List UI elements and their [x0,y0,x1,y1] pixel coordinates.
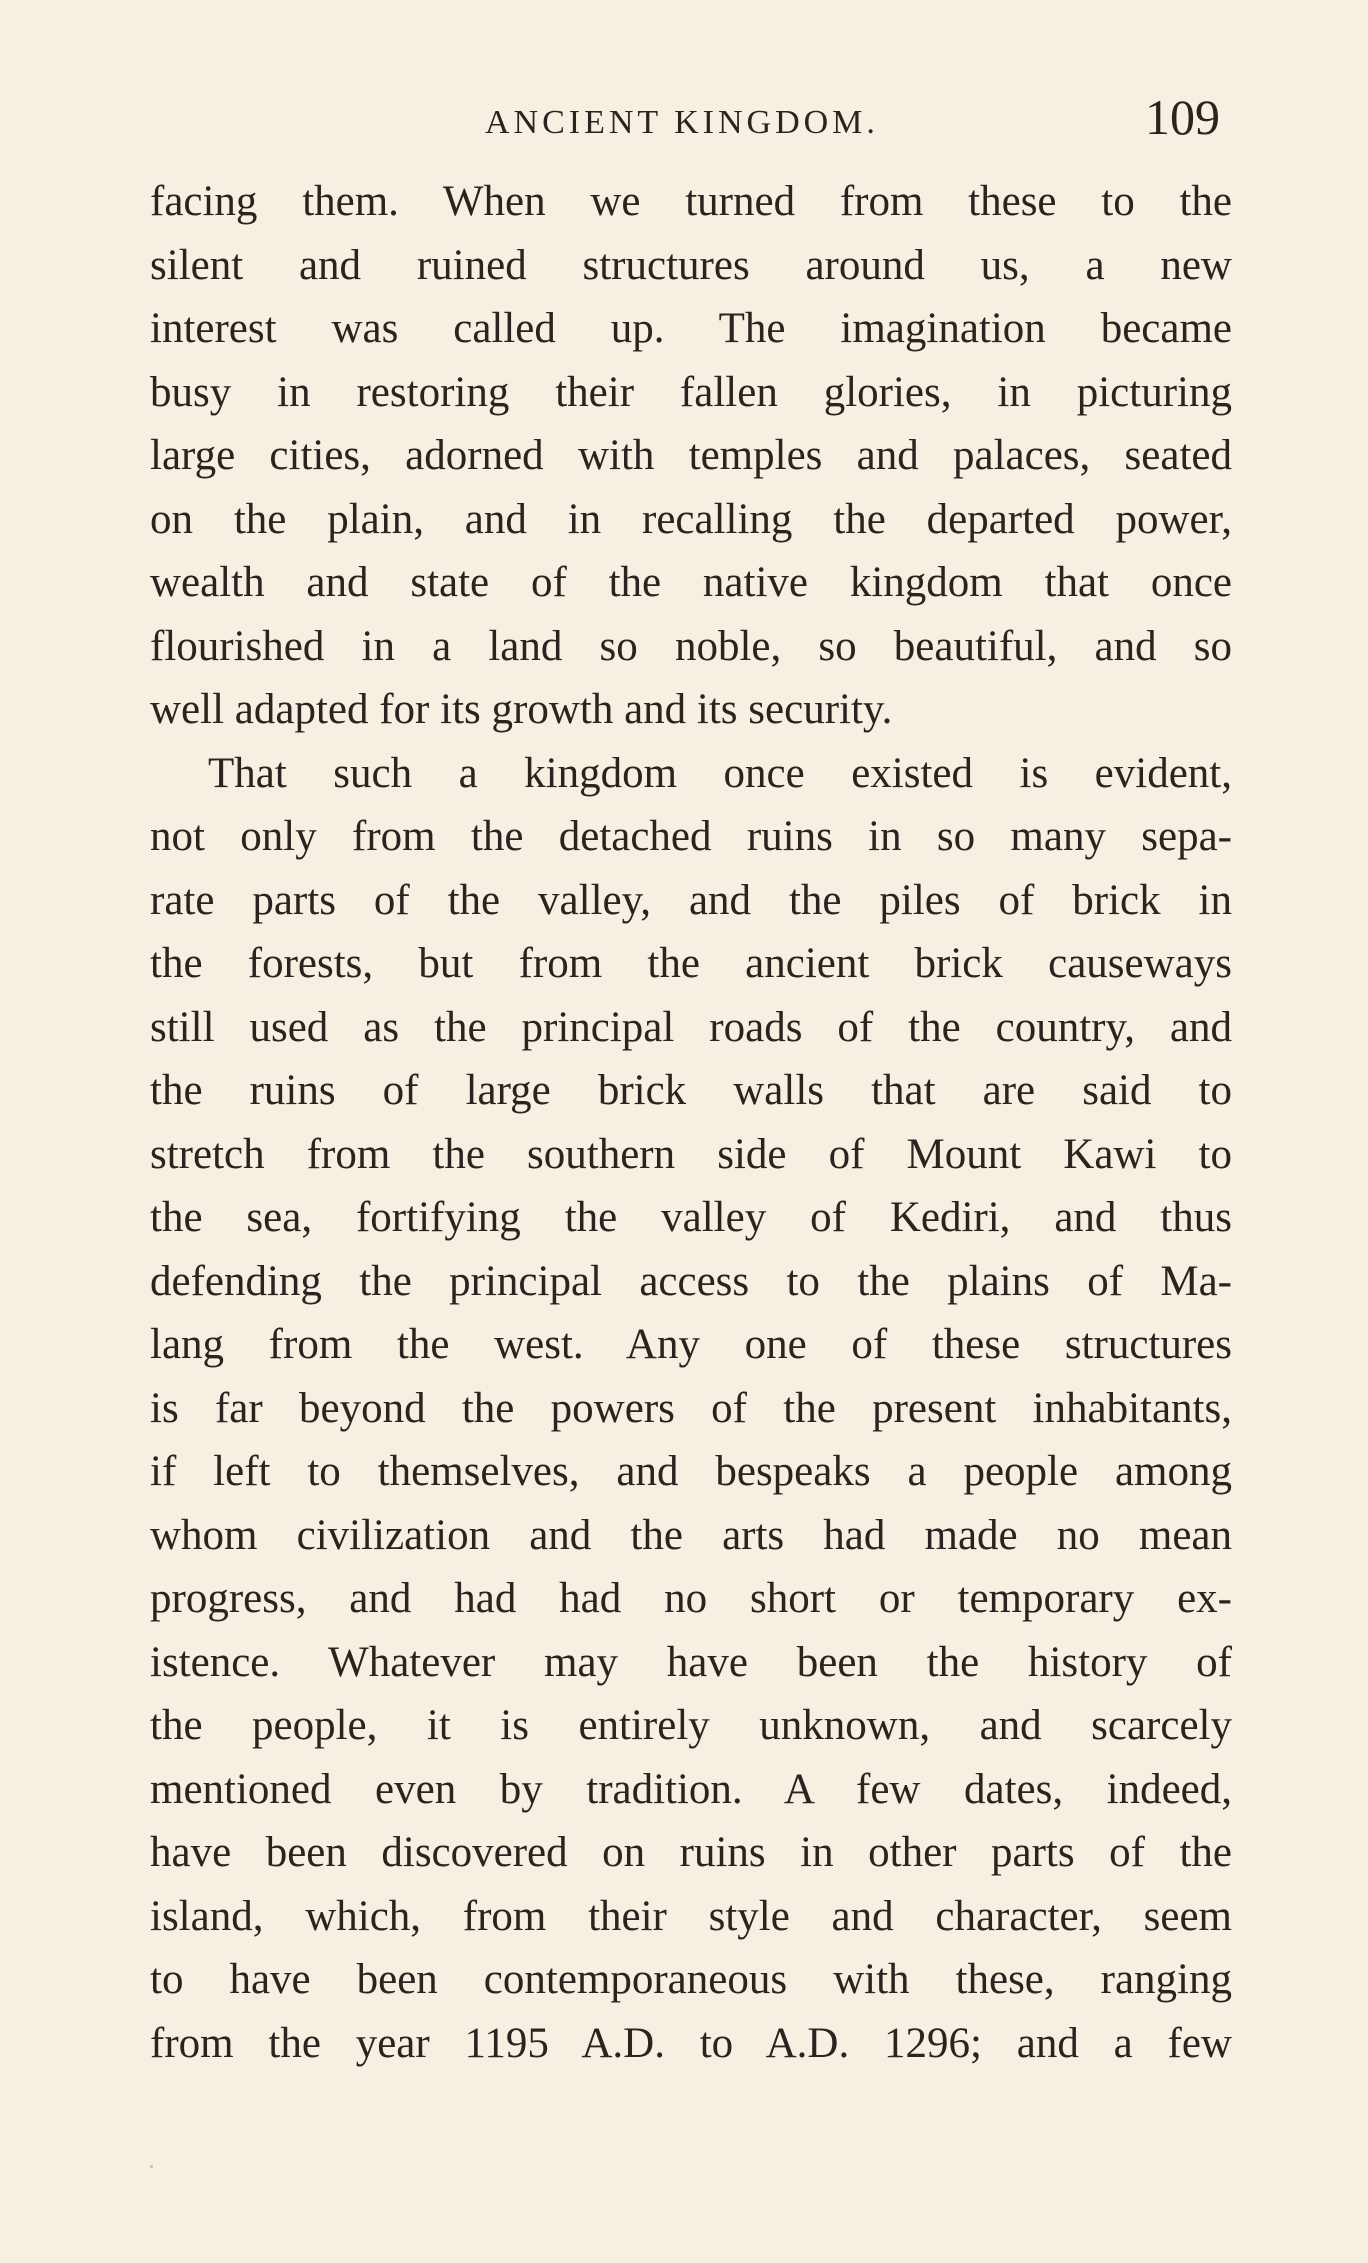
text-line: silent and ruined structures around us, a new [150,241,1232,289]
text-line: if left to themselves, and bespeaks a people among [150,1448,1232,1495]
text-line: the forests, but from the ancient brick causeways [150,940,1232,987]
text-line: from the year 1195 A.D. to A.D. 1296; and a few [150,2019,1232,2067]
text-line: istence. Whatever may have been the history of [150,1638,1232,1686]
text-line: stretch from the southern side of Mount Kawi to [150,1130,1232,1178]
text-line: to have been contemporaneous with these, ranging [150,1956,1232,2003]
text-line: wealth and state of the native kingdom that once [150,559,1232,606]
text-line: defending the principal access to the plains of Ma- [150,1257,1232,1305]
text-line: busy in restoring their fallen glories, in picturing [150,368,1232,416]
text-line: rate parts of the valley, and the piles of brick in [150,876,1232,924]
text-line: the ruins of large brick walls that are said to [150,1067,1232,1114]
text-line: large cities, adorned with temples and palaces, seated [150,432,1232,479]
text-line: have been discovered on ruins in other parts of the [150,1829,1232,1876]
text-line: well adapted for its growth and its security. [150,686,893,733]
page-header [150,88,1232,158]
text-line: not only from the detached ruins in so many sepa- [150,813,1232,860]
text-line: still used as the principal roads of the country, and [150,1003,1232,1051]
text-line: flourished in a land so noble, so beautiful, and so [150,622,1232,670]
body-text [150,170,1232,2075]
text-line: is far beyond the powers of the present inhabitants, [150,1384,1232,1432]
paper-speck [150,2165,153,2168]
text-line: the sea, fortifying the valley of Kediri, and thus [150,1194,1232,1241]
text-line: lang from the west. Any one of these structures [150,1321,1232,1368]
page-number: 109 [1145,89,1220,145]
text-line: whom civilization and the arts had made no mean [150,1511,1232,1559]
text-line: progress, and had had no short or temporary ex- [150,1575,1232,1622]
text-line: interest was called up. The imagination became [150,305,1232,352]
text-line: on the plain, and in recalling the departed power, [150,495,1232,543]
text-line: facing them. When we turned from these to the [150,178,1232,225]
text-line: That such a kingdom once existed is evident, [208,749,1232,797]
text-line: island, which, from their style and character, seem [150,1892,1232,1940]
running-head: ANCIENT KINGDOM. [485,104,879,141]
text-line: mentioned even by tradition. A few dates, indeed, [150,1765,1232,1813]
text-line: the people, it is entirely unknown, and scarcely [150,1702,1232,1749]
